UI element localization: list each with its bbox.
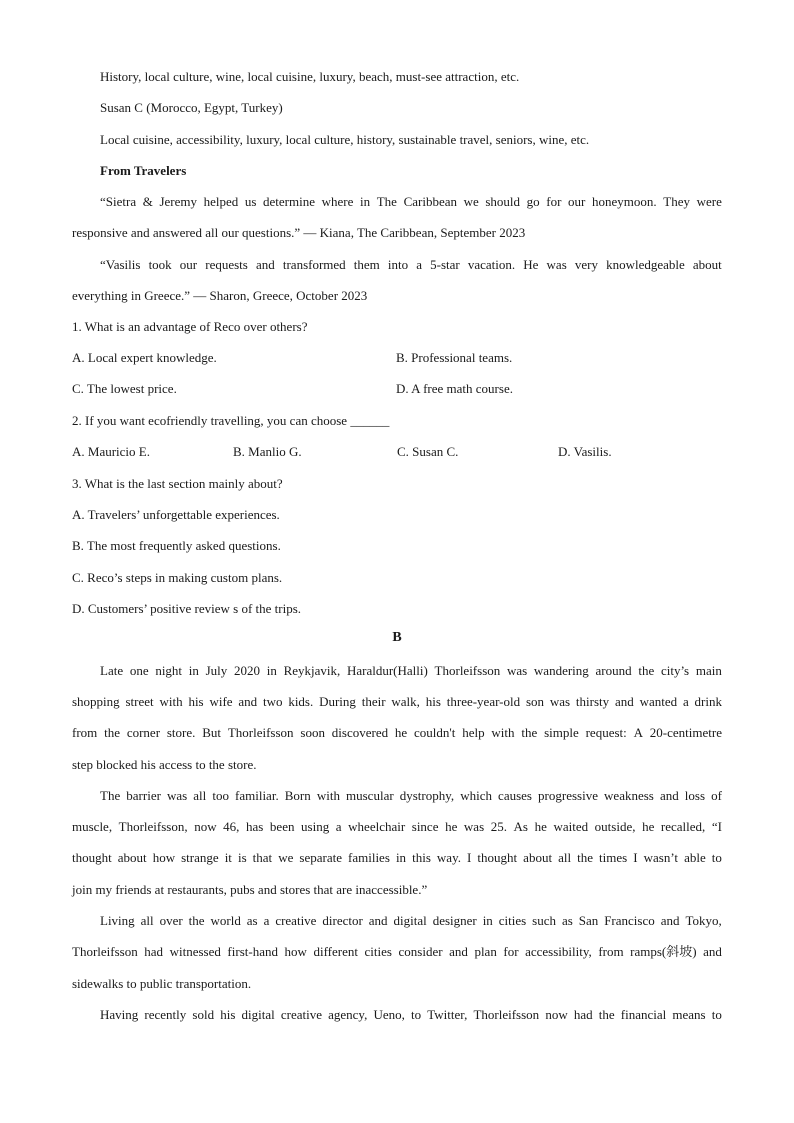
justified-line [72,693,722,711]
word: couldn't [414,725,456,740]
word: ramps(斜坡) [630,944,697,959]
word: and [255,257,275,272]
word: muscle, [72,819,113,834]
word: one [129,663,149,678]
justified-line [100,1006,722,1024]
word: families [348,850,390,865]
word: Thorleifsson, [118,819,188,834]
word: “Vasilis [100,257,141,272]
word: to [711,850,722,865]
word: had [144,944,164,959]
word: financial [620,1007,667,1022]
answer-option: D. Customers’ positive review s of the trips. [72,601,302,616]
word: requests [205,257,248,272]
word: walk, [391,694,420,709]
word: in [266,663,277,678]
word: their [361,694,386,709]
word: the [598,1007,615,1022]
word: Thorleifsson [434,663,501,678]
word: we [278,850,294,865]
word: Tokyo, [685,913,722,928]
word: determine [263,194,316,209]
word: was [166,788,188,803]
word: Twitter, [427,1007,468,1022]
body-line: History, local culture, wine, local cuisine, luxury, beach, must-see attraction, etc. [100,69,520,84]
justified-line [100,787,722,805]
word: The [100,788,121,803]
word: our [179,257,198,272]
word: separate [299,850,342,865]
word: he [445,819,458,834]
word: three-year-old [446,694,521,709]
word: simple [544,725,579,740]
word: store. [166,725,196,740]
word: about [117,850,147,865]
word: They [663,194,690,209]
word: in [395,850,407,865]
word: the [104,725,120,740]
word: his [220,1007,236,1022]
word: recently [144,1007,187,1022]
word: director [322,913,363,928]
word: too [212,788,229,803]
word: a [682,694,689,709]
word: witnessed [169,944,221,959]
word: Living [100,913,135,928]
word: 20-centimetre [649,725,722,740]
word: all [140,913,154,928]
word: recalled, [660,819,706,834]
word: wanted [639,694,678,709]
word: city’s [660,663,690,678]
word: Francisco [604,913,655,928]
answer-option: A. Local expert knowledge. [72,350,217,365]
word: wasn’t [643,850,679,865]
word: transformed [282,257,346,272]
word: thought [72,850,112,865]
word: that [252,850,273,865]
word: a [263,913,270,928]
question-stem: 1. What is an advantage of Reco over others? [72,319,308,334]
word: “I [711,819,722,834]
word: to [411,1007,422,1022]
word: took [148,257,172,272]
word: honeymoon. [592,194,657,209]
word: muscular [346,788,394,803]
word: he [642,819,655,834]
word: how [152,850,176,865]
word: corner [126,725,161,740]
word: into [387,257,409,272]
justified-line [72,849,722,867]
word: The [376,194,397,209]
word: was [506,663,528,678]
word: first-hand [227,944,278,959]
word: was [546,257,567,272]
word: Late [100,663,124,678]
word: helped [203,194,239,209]
word: plan [474,944,497,959]
word: Haraldur(Halli) [346,663,428,678]
word: cities [364,944,392,959]
word: with [159,694,183,709]
word: world [210,913,241,928]
word: were [696,194,722,209]
word: I [633,850,638,865]
word: with [316,788,340,803]
word: 2020 [234,663,260,678]
justified-line [100,256,722,274]
word: the [521,725,538,740]
word: Reykjavik, [283,663,341,678]
word: go [526,194,540,209]
word: loss [684,788,706,803]
question-stem: 2. If you want ecofriendly travelling, you can choose ______ [72,413,390,428]
word: 46, [223,819,240,834]
word: digital [241,1007,275,1022]
word: progressive [538,788,598,803]
word: where [321,194,354,209]
word: designer [432,913,477,928]
word: But [202,725,222,740]
word: son [525,694,545,709]
word: over [159,913,183,928]
word: from [598,944,624,959]
word: about [692,257,722,272]
word: a [335,819,342,834]
section-heading: From Travelers [100,163,187,178]
word: Having [100,1007,139,1022]
word: and [660,913,680,928]
word: has [246,819,264,834]
word: as [246,913,258,928]
answer-option: C. The lowest price. [72,381,177,396]
word: wife [209,694,233,709]
word: barrier [126,788,161,803]
word: creative [275,913,317,928]
word: he [394,725,408,740]
word: them [353,257,380,272]
word: I [467,850,472,865]
word: is [237,850,247,865]
word: us [244,194,257,209]
word: a [416,257,423,272]
word: and [368,913,388,928]
word: Jeremy [159,194,197,209]
word: of [711,788,722,803]
word: He [523,257,539,272]
word: street [125,694,154,709]
word: was [463,819,485,834]
word: vacation. [467,257,516,272]
word: was [549,694,571,709]
answer-option: B. Professional teams. [396,350,513,365]
word: using [301,819,330,834]
word: dystrophy, [399,788,455,803]
word: request: [585,725,627,740]
word: the [577,850,594,865]
answer-option: B. The most frequently asked questions. [72,538,281,553]
word: strange [181,850,219,865]
word: drink [694,694,722,709]
word: now [194,819,217,834]
answer-option: B. Manlio G. [233,444,302,459]
body-line: Susan C (Morocco, Egypt, Turkey) [100,100,283,115]
word: our [568,194,586,209]
word: shopping [72,694,120,709]
body-line: sidewalks to public transportation. [72,976,252,991]
word: way. [436,850,461,865]
word: discovered [331,725,389,740]
word: agency, [328,1007,368,1022]
word: consider [398,944,443,959]
body-line: step blocked his access to the store. [72,757,257,772]
word: and [614,694,634,709]
body-line: join my friends at restaurants, pubs and stores that are inaccessible.” [72,882,428,897]
word: Caribbean [403,194,457,209]
body-line: responsive and answered all our questions.” — Kiana, The Caribbean, September 2023 [72,225,526,240]
word: this [412,850,431,865]
justified-line [72,724,722,742]
word: wheelchair [348,819,406,834]
word: and [238,694,258,709]
word: help [462,725,485,740]
word: means [672,1007,706,1022]
word: outside, [594,819,636,834]
word: thirsty [575,694,610,709]
word: for [546,194,562,209]
word: digital [393,913,427,928]
word: all [558,850,572,865]
word: As [513,819,528,834]
word: how [284,944,307,959]
word: such [532,913,556,928]
justified-line [72,943,722,961]
answer-option: D. Vasilis. [558,444,612,459]
word: and [703,944,722,959]
word: Ueno, [373,1007,405,1022]
word: creative [280,1007,322,1022]
word: Born [284,788,311,803]
word: soon [300,725,325,740]
word: “Sietra [100,194,137,209]
word: around [595,663,632,678]
word: accessibility, [525,944,592,959]
question-stem: 3. What is the last section mainly about? [72,476,283,491]
word: and [449,944,468,959]
justified-line [100,912,722,930]
body-line: Local cuisine, accessibility, luxury, local culture, history, sustainable travel, seniors, wine, etc. [100,132,590,147]
word: in [360,194,371,209]
word: able [684,850,706,865]
word: now [545,1007,568,1022]
word: San [578,913,599,928]
justified-line [72,818,722,836]
word: to [711,1007,722,1022]
word: with [491,725,515,740]
answer-option: C. Reco’s steps in making custom plans. [72,570,283,585]
word: wandering [533,663,589,678]
word: Thorleifsson [72,944,138,959]
justified-line [100,193,722,211]
word: times [599,850,628,865]
word: in [482,913,493,928]
word: different [313,944,358,959]
answer-option: C. Susan C. [397,444,459,459]
word: we [463,194,479,209]
word: all [193,788,207,803]
word: July [205,663,228,678]
word: causes [498,788,532,803]
word: since [411,819,439,834]
word: about [523,850,553,865]
word: Thorleifsson [227,725,294,740]
word: his [188,694,204,709]
answer-option: A. Mauricio E. [72,444,150,459]
section-title: B [392,630,402,645]
word: the [188,913,205,928]
word: had [573,1007,593,1022]
word: his [425,694,441,709]
word: in [188,663,199,678]
word: very [574,257,598,272]
word: been [269,819,295,834]
word: 5-star [430,257,460,272]
word: 25. [490,819,507,834]
word: weakness [604,788,654,803]
word: A [633,725,643,740]
answer-option: A. Travelers’ unforgettable experiences. [72,507,280,522]
word: for [503,944,519,959]
word: kids. [288,694,314,709]
word: as [561,913,573,928]
word: two [262,694,283,709]
word: he [534,819,547,834]
word: should [485,194,521,209]
word: thought [477,850,518,865]
word: During [319,694,356,709]
word: which [460,788,492,803]
body-line: everything in Greece.” — Sharon, Greece, October 2023 [72,288,368,303]
justified-line [100,662,722,680]
word: night [155,663,183,678]
word: cities [498,913,527,928]
word: from [72,725,98,740]
word: knowledgeable [606,257,685,272]
word: the [638,663,655,678]
word: familiar. [235,788,279,803]
word: & [142,194,153,209]
word: main [695,663,722,678]
word: and [659,788,679,803]
word: sold [192,1007,215,1022]
word: Thorleifsson [473,1007,540,1022]
answer-option: D. A free math course. [396,381,513,396]
word: it [224,850,232,865]
word: waited [553,819,589,834]
